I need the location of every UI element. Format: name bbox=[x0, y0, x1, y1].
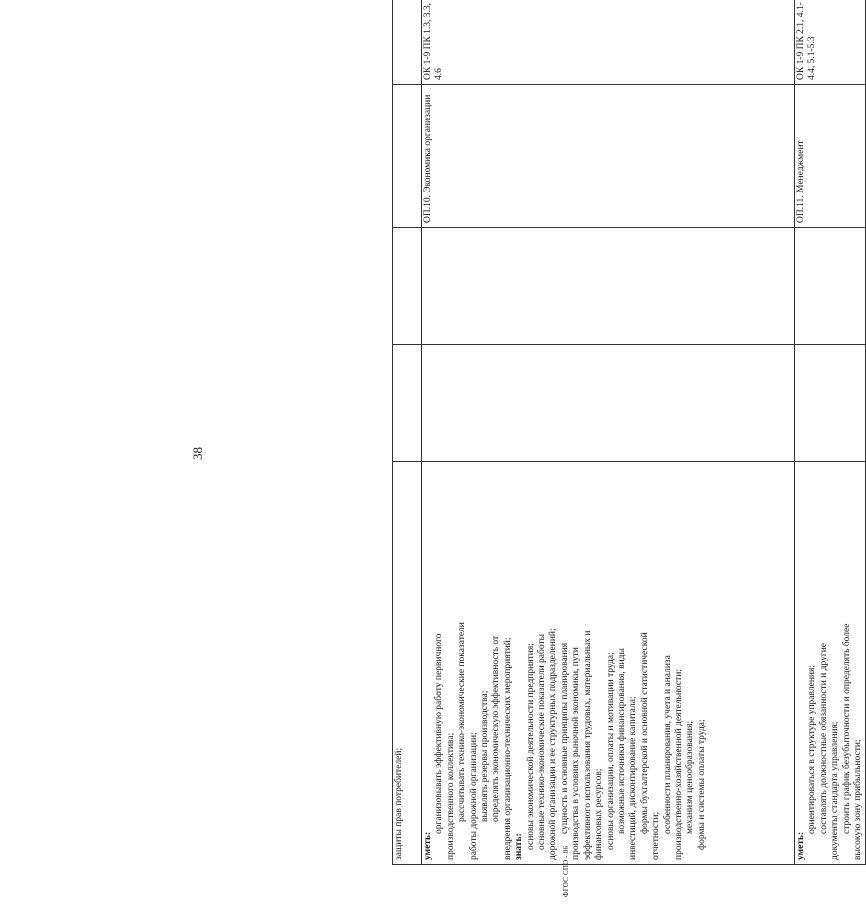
content-line: составлять должностные обязанности и другие bbox=[818, 642, 829, 834]
content-line: возможные источники финансирования, виды bbox=[616, 648, 627, 834]
competencies-cell bbox=[795, 0, 866, 85]
content-line: формы и системы оплаты труда; bbox=[696, 719, 707, 850]
content-line: уметь: bbox=[423, 831, 433, 860]
content-line: организовывать эффективную работу первичного bbox=[434, 633, 445, 834]
content-line: ориентироваться в структуре управления; bbox=[807, 664, 818, 834]
content-cell bbox=[795, 462, 866, 865]
content-line: сущность и основные принципы планирования bbox=[559, 642, 570, 834]
footer-standard-code: ФГОС СПО - 06 bbox=[562, 845, 570, 897]
content-line: механизм ценообразования; bbox=[685, 720, 696, 834]
content-line: финансовых ресурсов; bbox=[594, 768, 605, 860]
content-line: документы стандарта управления; bbox=[830, 721, 841, 860]
content-cell bbox=[422, 462, 795, 865]
content-line: внедрения организационно-технических мероприятий; bbox=[502, 637, 513, 860]
content-line: рассчитывать технико-экономические показатели bbox=[457, 622, 468, 822]
empty-cell bbox=[422, 228, 795, 345]
content-line: определять экономическую эффективность от bbox=[491, 635, 502, 822]
competencies-text: ОК 1-9 ПК 2.1, 4.1-4.4, 5.1-5.3 bbox=[796, 2, 818, 80]
page-number: 38 bbox=[190, 447, 205, 460]
empty-cell bbox=[422, 345, 795, 462]
competencies-cell bbox=[422, 0, 795, 85]
competencies-text: ОК 1-9 ПК 1.3, 3.3, 4.6 bbox=[423, 2, 445, 80]
content-line: основные технико-экономические показатели работы bbox=[537, 633, 548, 850]
content-line: высокую зону прибыльности; bbox=[853, 739, 864, 860]
table-row bbox=[422, 0, 795, 865]
table-row bbox=[393, 0, 422, 865]
discipline-name: ОП.10. Экономика организации bbox=[423, 94, 433, 223]
curriculum-table bbox=[392, 0, 866, 865]
content-line: отчетности; bbox=[651, 811, 662, 860]
content-line: производственного коллектива; bbox=[445, 732, 456, 860]
content-line: уметь: bbox=[796, 831, 806, 860]
content-line: производства в условиях рыночной экономики, пути bbox=[571, 647, 582, 860]
content-cell bbox=[393, 462, 422, 865]
empty-cell bbox=[393, 228, 422, 345]
discipline-cell bbox=[795, 85, 866, 228]
empty-cell bbox=[795, 345, 866, 462]
discipline-cell bbox=[393, 85, 422, 228]
table-row bbox=[795, 0, 866, 865]
empty-cell bbox=[393, 345, 422, 462]
content-line: дорожной организации и ее структурных подразделений; bbox=[548, 628, 559, 860]
content-line: формы бухгалтерской и основной статистической bbox=[639, 632, 650, 834]
empty-cell bbox=[795, 228, 866, 345]
competencies-cell bbox=[393, 0, 422, 85]
content-line: инвестиций, дисконтирование капитала; bbox=[628, 696, 639, 860]
content-line: защиты прав потребителей; bbox=[394, 747, 404, 860]
content-line: эффективного использования трудовых, материальных и bbox=[582, 630, 593, 860]
content-line: основы экономической деятельности предприятия; bbox=[525, 643, 536, 850]
discipline-name: ОП.11. Менеджмент bbox=[796, 140, 806, 223]
content-line: знать: bbox=[514, 833, 525, 860]
content-line: производственно-хозяйственной деятельности; bbox=[673, 668, 684, 860]
content-line: работы дорожной организации; bbox=[468, 732, 479, 860]
discipline-cell bbox=[422, 85, 795, 228]
content-line: основы организации, оплаты и мотивации труда; bbox=[605, 652, 616, 850]
content-line: особенности планирования, учета и анализа bbox=[662, 655, 673, 834]
content-line: выявлять резервы производства; bbox=[480, 690, 491, 822]
content-line: строить график безубыточности и определять более bbox=[841, 623, 852, 834]
